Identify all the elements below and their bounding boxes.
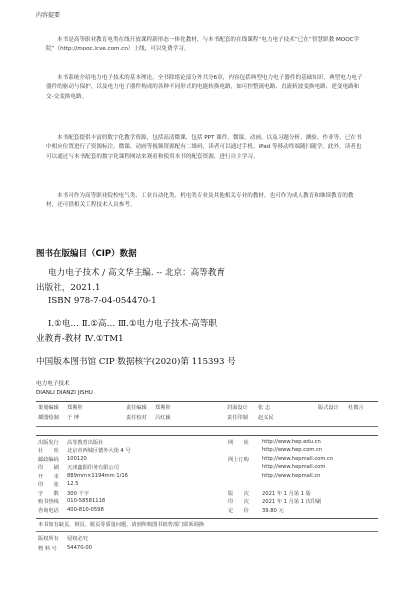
rule-top-publication <box>36 435 378 436</box>
pub-value: 高等教育出版社 <box>67 440 104 446</box>
online-shop-link[interactable]: http://www.hepmall.com <box>262 464 326 470</box>
cip-heading: 图书在版编目（CIP）数据 <box>36 249 137 259</box>
pub-label: 邮政编码 <box>38 457 59 463</box>
editor-label: 责任校对 <box>126 415 147 421</box>
editor-name: 郑期彤 <box>155 405 171 411</box>
editor-label: 策划编辑 <box>38 405 59 411</box>
editor-label: 版式设计 <box>318 405 339 411</box>
pub-label: 网 址 <box>228 440 249 446</box>
editor-name: 张 志 <box>258 405 271 411</box>
material-number: 54470-00 <box>67 545 92 551</box>
pub-value: 2021 年 1 月第 1 次印刷 <box>262 499 322 505</box>
online-shop-link[interactable]: http://www.hepmall.com.cn <box>262 456 334 462</box>
footer-label: 物 料 号 <box>38 546 57 552</box>
cip-line-1: 电力电子技术 / 高文华主编. -- 北京：高等教育 <box>48 268 226 278</box>
pub-label: 字 数 <box>38 491 59 497</box>
price-value: 39.80 元 <box>262 508 284 514</box>
editor-name: 郑期彤 <box>67 405 83 411</box>
pub-label: 定 价 <box>228 508 249 514</box>
pub-label: 印 次 <box>228 499 249 505</box>
pub-value: 天津鑫阳印务有限公司 <box>67 465 119 471</box>
pub-label: 社 址 <box>38 448 59 454</box>
pub-label: 购书热线 <box>38 499 59 505</box>
rule-top-editors <box>36 401 378 402</box>
pub-value: 12.5 <box>67 481 79 487</box>
pub-label: 出版发行 <box>38 440 59 446</box>
quality-notice: 本书如有缺页、倒页、脱页等质量问题，请到所购图书销售部门联系调换 <box>38 522 205 528</box>
website-link[interactable]: http://www.hep.edu.cn <box>262 439 321 445</box>
pub-value: 400-810-0598 <box>67 507 104 513</box>
summary-paragraph-4: 本书可作为高等职业院校电气类、工业自动化类、机电类专业及其他相关专业的教材，也可作为成人教育和继续教育的教材，还可供相关工程技术人员参考。 <box>46 193 354 209</box>
pub-label: 印 张 <box>38 482 59 488</box>
editor-name: 吕红颖 <box>155 415 171 421</box>
pub-label: 咨询电话 <box>38 508 59 514</box>
editor-name: 赵义民 <box>258 415 274 421</box>
cip-line-3: Ⅰ.①电… Ⅱ.①高… Ⅲ.①电力电子技术-高等职 <box>48 319 217 329</box>
rule-footer <box>36 531 378 532</box>
pub-value: 100120 <box>67 456 87 462</box>
pub-value: 北京市西城区德外大街 4 号 <box>67 448 131 454</box>
rule-bottom-publication <box>36 518 378 519</box>
pub-label: 版 次 <box>228 491 249 497</box>
online-shop-link[interactable]: http://www.hepmall.cn <box>262 473 321 479</box>
editor-label: 封面设计 <box>227 405 248 411</box>
cip-record: 中国版本图书馆 CIP 数据核字(2020)第 115393 号 <box>36 357 236 367</box>
summary-paragraph-2: 本书系统介绍电力电子技术的基本理论。全书除绪论部分外共分6章，内容包括典型电力电子器件的基础知识、典型电力电子器件的驱动与保护，以及电力电子器件构成的各种不同形式的电能转换电路，如可控整流电路、直流斩波变换电路、逆变电路和交-交变换电路。 <box>46 75 363 100</box>
website-link[interactable]: http://www.hep.com.cn <box>262 447 323 453</box>
cip-line-4: 业教育-教材 Ⅳ.①TM1 <box>36 334 124 344</box>
editor-label: 插图绘制 <box>38 415 59 421</box>
summary-paragraph-1: 本书是高等职业教育电类在线开放课程新形态一体化教材，与本书配套的在线课程“电力电子技术”已在“智慧职教 MOOC学院”（http://mooc.icve.com.cn）上线，可以免费学习。 <box>46 37 360 53</box>
pub-value: 2021 年 1 月第 1 版 <box>262 491 311 497</box>
pub-label: 开 本 <box>38 474 59 480</box>
footer-label: 版权所有 <box>38 536 59 542</box>
book-title-pinyin: DIANLI DIANZI JISHU <box>36 390 93 396</box>
footer-value: 侵权必究 <box>67 536 88 542</box>
pub-label: 网上订购 <box>228 457 249 463</box>
summary-paragraph-3: 本书配套提供丰富的数字化教学资源，包括高清微课，包括 PPT 课件、微课、动画、以及习题分析、测验、作业等，已在书中相应位置进行了资源标注。微课、动画等视频资源配有二维码，读者可以通过手机、iPad 等移动终端随扫随学。此外，读者也可以通过与本书配套的数字化课程网站来观看和使用本书的配套资源，进行自主学习。 <box>46 135 362 160</box>
cip-isbn: ISBN 978-7-04-054470-1 <box>48 296 157 306</box>
editor-name: 于 博 <box>67 415 80 421</box>
editor-label: 责任印制 <box>227 415 248 421</box>
pub-label: 印 刷 <box>38 465 59 471</box>
summary-heading: 内容提要 <box>36 12 61 19</box>
editor-label: 责任编辑 <box>126 405 147 411</box>
book-title-cn: 电力电子技术 <box>36 381 70 387</box>
cip-line-2: 出版社，2021.1 <box>36 283 101 293</box>
pub-value: 889mm×1194mm 1/16 <box>67 473 128 479</box>
pub-value: 300 千字 <box>67 491 89 497</box>
pub-value: 010-58581118 <box>67 498 106 504</box>
rule-mid-editors <box>36 426 378 427</box>
editor-name: 杜微言 <box>348 405 364 411</box>
